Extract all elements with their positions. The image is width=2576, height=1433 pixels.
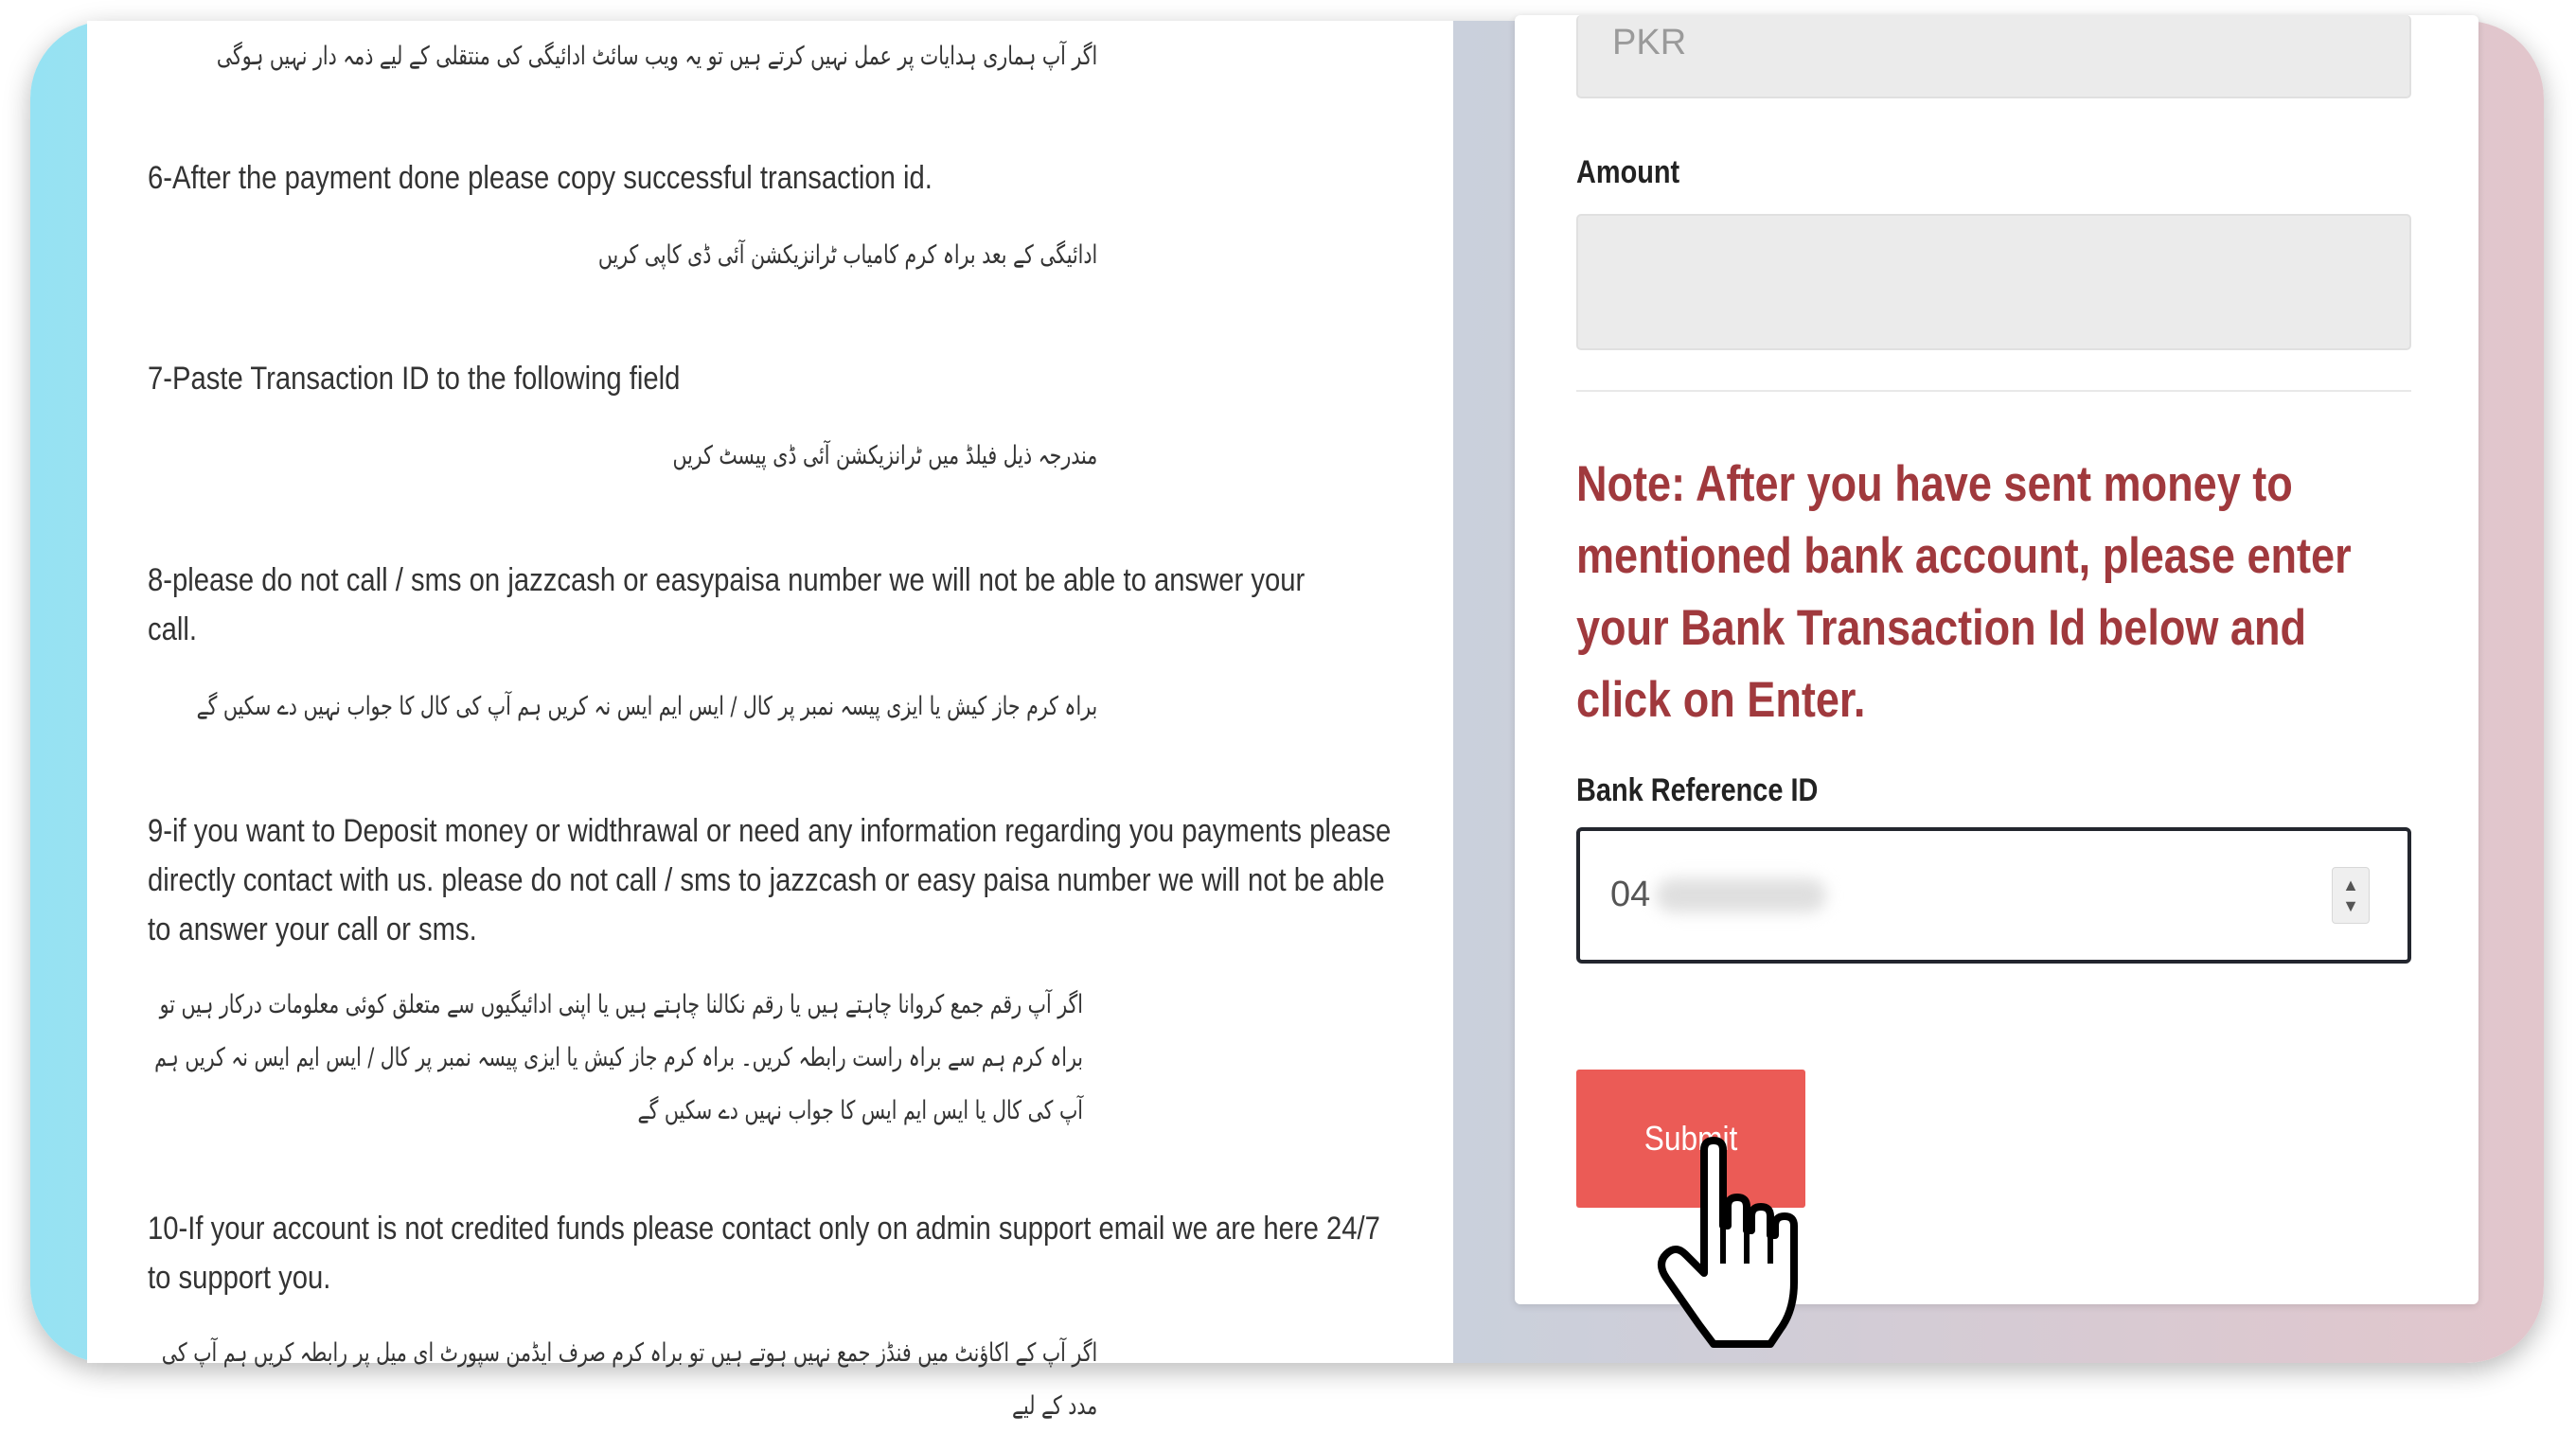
step5-urdu-text: اگر آپ ہماری ہدایات پر عمل نہیں کرتے ہیں تو یہ ویب سائٹ ادائیگی کی منتقلی کے لیے ذمہ دار نہیں ہوگی — [216, 42, 1098, 71]
currency-field[interactable] — [1576, 15, 2411, 98]
step9-urdu-text: اگر آپ رقم جمع کروانا چاہتے ہیں یا رقم نکالنا چاہتے ہیں یا اپنی ادائیگیوں سے متعلق کوئی معلومات درکار ہیں تو براہ کرم ہم سے براہ راست رابطہ کریں۔ براہ کرم جاز کیش یا ایزی پیسہ نمبر پر کال / ایس ایم ایس نہ کریں ہم آپ کی کال یا ایس ایم ایس کا جواب نہیں دے سکیں گے — [154, 990, 1084, 1125]
submit-label: Submit — [1643, 1119, 1738, 1158]
step7-text: 7-Paste Transaction ID to the following field — [148, 361, 681, 397]
deposit-form — [1515, 15, 2478, 1304]
amount-field[interactable] — [1576, 214, 2411, 350]
number-spinner-icon[interactable] — [2332, 867, 2370, 924]
step8-urdu-text: براہ کرم جاز کیش یا ایزی پیسہ نمبر پر کال / ایس ایم ایس نہ کریں ہم آپ کی کال کا جواب نہیں دے سکیں گے — [196, 692, 1098, 721]
form-divider — [1576, 390, 2411, 392]
step7-urdu-text: مندرجہ ذیل فیلڈ میں ٹرانزیکشن آئی ڈی پیسٹ کریں — [672, 441, 1098, 470]
spinner-down-icon[interactable]: ▼ — [2342, 896, 2359, 915]
bank-reference-input[interactable] — [1576, 827, 2411, 964]
step10-urdu-text: اگر آپ کے اکاؤنٹ میں فنڈز جمع نہیں ہوتے ہیں تو براہ کرم صرف ایڈمن سپورٹ ای میل پر رابطہ کریں ہم آپ کی مدد کے لیے — [161, 1338, 1098, 1421]
step10-text: 10-If your account is not credited funds please contact only on admin support email we are here 24/7 to support you. — [148, 1211, 1380, 1296]
hand-pointer-icon — [1657, 1141, 1818, 1349]
bank-reference-value: 04 — [1610, 875, 1651, 914]
step6-urdu-text: ادائیگی کے بعد براہ کرم کامیاب ٹرانزیکشن آئی ڈی کاپی کریں — [597, 240, 1098, 270]
bank-ref-label: Bank Reference ID — [1576, 772, 1819, 808]
instructions-panel — [87, 21, 1453, 1421]
step6-text: 6-After the payment done please copy successful transaction id. — [148, 160, 933, 196]
currency-value: PKR — [1612, 23, 1687, 62]
spinner-up-icon[interactable]: ▲ — [2342, 876, 2359, 894]
bank-transfer-note: Note: After you have sent money to mentioned bank account, please enter your Bank Transaction Id below and click on Enter. — [1576, 456, 2352, 728]
step8-text: 8-please do not call / sms on jazzcash or easypaisa number we will not be able to answer your call. — [148, 562, 1306, 647]
screenshot-frame — [30, 21, 2544, 1421]
amount-label: Amount — [1576, 154, 1680, 190]
step9-text: 9-if you want to Deposit money or widthrawal or need any information regarding you payments please directly contact with us. please do not call / sms to jazzcash or easy paisa number we will not be able to answer your call or sms. — [148, 813, 1392, 947]
redacted-value — [1656, 878, 1826, 912]
